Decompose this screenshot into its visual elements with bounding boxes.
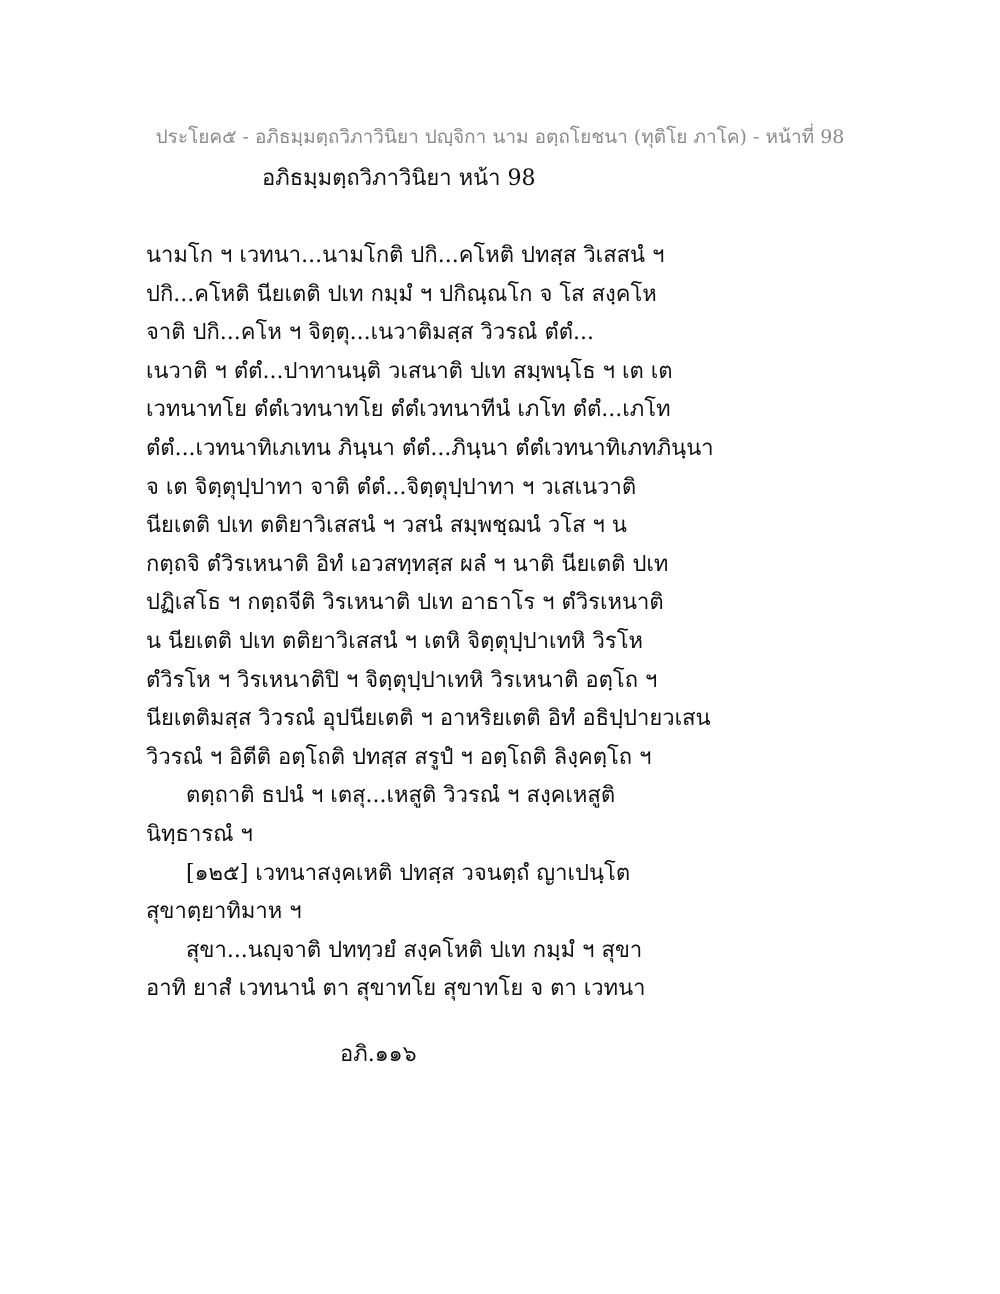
text-line: จ เต จิตฺตุปฺปาทา จาติ ตํตํ...จิตฺตุปฺปาทา ฯ วเสเนวาติ	[146, 474, 637, 500]
text-line: ตตฺถาติ ธปนํ ฯ เตสุ...เหสูติ วิวรณํ ฯ สงฺคเหสูติ	[186, 783, 616, 809]
text-line: ปฏิเสโธ ฯ กตฺถจีติ วิรเหนาติ ปเท อาธาโร ฯ ตํวิรเหนาติ	[146, 590, 664, 616]
running-header: ประโยค๕ - อภิธมฺมตฺถวิภาวินิยา ปญฺจิกา นาม อตฺถโยชนา (ทุติโย ภาโค) - หน้าที่ 98	[155, 126, 845, 148]
text-line: เนวาติ ฯ ตํตํ...ปาทานนฺติ วเสนาติ ปเท สมฺพนฺโธ ฯ เต เต	[146, 358, 673, 384]
text-line: กตฺถจิ ตํวิรเหนาติ อิทํ เอวสทฺทสฺส ผลํ ฯ นาติ นียเตติ ปเท	[146, 551, 669, 577]
text-line: ปกิ...คโหติ นียเตติ ปเท กมฺมํ ฯ ปกิณฺณโก จ โส สงฺคโห	[146, 281, 657, 307]
text-line: นียเตติ ปเท ตติยาวิเสสนํ ฯ วสนํ สมฺพชฺฌนํ วโส ฯ น	[146, 513, 627, 539]
page-subtitle: อภิธมฺมตฺถวิภาวินิยา หน้า 98	[262, 166, 536, 191]
text-line: นิทฺธารณํ ฯ	[146, 821, 253, 847]
text-line: นียเตติมสฺส วิวรณํ อุปนียเตติ ฯ อาหริยเตติ อิทํ อธิปฺปายวเสน	[146, 706, 711, 732]
page-footer-marker: อภิ.๑๑๖	[340, 1042, 417, 1067]
text-line: สุขาตฺยาทิมาห ฯ	[146, 899, 302, 925]
body-text	[146, 237, 714, 1009]
text-line: สุขา...นญฺจาติ ปททฺวยํ สงฺคโหติ ปเท กมฺมํ ฯ สุขา	[186, 937, 643, 963]
text-line: จาติ ปกิ...คโห ฯ จิตฺตุ...เนวาติมสฺส วิวรณํ ตํตํ...	[146, 320, 594, 346]
text-line: เวทนาทโย ตํตํเวทนาทโย ตํตํเวทนาทีนํ เภโท ตํตํ...เภโท	[146, 397, 671, 423]
text-line: น นียเตติ ปเท ตติยาวิเสสนํ ฯ เตหิ จิตฺตุปฺปาเทหิ วิรโห	[146, 628, 644, 654]
text-line: ตํตํ...เวทนาทิเภเทน ภินฺนา ตํตํ...ภินฺนา ตํตํเวทนาทิเภทภินฺนา	[146, 435, 714, 461]
text-line: ตํวิรโห ฯ วิรเหนาติปิ ฯ จิตฺตุปฺปาเทหิ วิรเหนาติ อตฺโถ ฯ	[146, 667, 658, 693]
text-line: นามโก ฯ เวทนา...นามโกติ ปกิ...คโหติ ปทสฺส วิเสสนํ ฯ	[146, 243, 665, 268]
text-line: อาทิ ยาสํ เวทนานํ ตา สุขาทโย สุขาทโย จ ตา เวทนา	[146, 976, 646, 1002]
text-line: [๑๒๕] เวทนาสงฺคเหติ ปทสฺส วจนตฺถํ ญาเปนฺโต	[186, 860, 631, 886]
text-line: วิวรณํ ฯ อิตีติ อตฺโถติ ปทสฺส สรูปํ ฯ อตฺโถติ ลิงฺคตฺโถ ฯ	[146, 744, 652, 770]
